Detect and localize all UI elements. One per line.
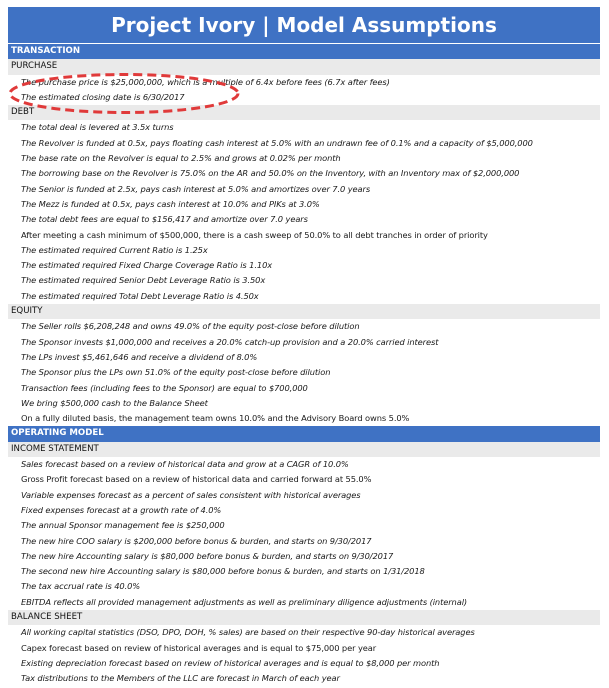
- assumption-row: Gross Profit forecast based on a review of historical data and carried forward at 55.0%: [21, 474, 372, 485]
- subsection-header: BALANCE SHEET: [8, 610, 600, 625]
- subsection-header: PURCHASE: [8, 59, 600, 74]
- assumption-row: The tax accrual rate is 40.0%: [21, 581, 141, 592]
- assumption-row: Existing depreciation forecast based on review of historical averages and is equal to $8,000 per month: [21, 657, 440, 668]
- subsection-header: DEBT: [8, 105, 600, 120]
- assumption-row: Transaction fees (including fees to the Sponsor) are equal to $700,000: [21, 382, 308, 393]
- assumption-row: The annual Sponsor management fee is $250,000: [21, 520, 225, 531]
- page-title: Project Ivory | Model Assumptions: [8, 7, 600, 43]
- assumption-row: The estimated required Total Debt Leverage Ratio is 4.50x: [21, 290, 259, 301]
- assumption-row: The new hire Accounting salary is $80,000 before bonus & burden, and starts on 9/30/2017: [21, 550, 394, 561]
- assumption-row: EBITDA reflects all provided management adjustments as well as preliminary diligence adjustments (internal): [21, 596, 468, 607]
- assumptions-table: [8, 44, 600, 686]
- assumption-row: The Sponsor plus the LPs own 51.0% of the equity post-close before dilution: [21, 367, 331, 378]
- assumption-row: After meeting a cash minimum of $500,000, there is a cash sweep of 50.0% to all debt tranches in order of priority: [21, 229, 488, 240]
- assumption-row: The Revolver is funded at 0.5x, pays floating cash interest at 5.0% with an undrawn fee of 0.1% and a capacity of $5,000,000: [21, 137, 533, 148]
- section-header: TRANSACTION: [8, 44, 600, 59]
- assumption-row: The LPs invest $5,461,646 and receive a dividend of 8.0%: [21, 351, 258, 362]
- assumption-row: The borrowing base on the Revolver is 75.0% on the AR and 50.0% on the Inventory, with an Inventory max of $2,000,000: [21, 168, 520, 179]
- assumption-row: The estimated required Fixed Charge Coverage Ratio is 1.10x: [21, 260, 273, 271]
- assumption-row: The Seller rolls $6,208,248 and owns 49.0% of the equity post-close before dilution: [21, 321, 360, 332]
- assumption-row: The new hire COO salary is $200,000 before bonus & burden, and starts on 9/30/2017: [21, 535, 372, 546]
- subsection-header: INCOME STATEMENT: [8, 442, 600, 457]
- assumption-row: Fixed expenses forecast at a growth rate of 4.0%: [21, 504, 222, 515]
- assumption-row: The total deal is levered at 3.5x turns: [21, 122, 174, 133]
- assumption-row: The Senior is funded at 2.5x, pays cash interest at 5.0% and amortizes over 7.0 years: [21, 183, 371, 194]
- section-header: OPERATING MODEL: [8, 426, 600, 441]
- assumption-row: On a fully diluted basis, the management team owns 10.0% and the Advisory Board owns 5.0%: [21, 413, 410, 424]
- assumption-row: The estimated closing date is 6/30/2017: [21, 91, 185, 102]
- assumption-row: The estimated required Senior Debt Leverage Ratio is 3.50x: [21, 275, 266, 286]
- assumption-row: The Mezz is funded at 0.5x, pays cash interest at 10.0% and PIKs at 3.0%: [21, 198, 320, 209]
- assumption-row: The base rate on the Revolver is equal to 2.5% and grows at 0.02% per month: [21, 153, 341, 164]
- assumption-row: We bring $500,000 cash to the Balance Sheet: [21, 397, 208, 408]
- assumption-row: All working capital statistics (DSO, DPO, DOH, % sales) are based on their respective 90-day historical averages: [21, 627, 475, 638]
- assumption-row: The purchase price is $25,000,000, which is a multiple of 6.4x before fees (6.7x after fees): [21, 76, 390, 87]
- assumption-row: Capex forecast based on review of historical averages and is equal to $75,000 per year: [21, 642, 377, 653]
- assumption-row: The second new hire Accounting salary is $80,000 before bonus & burden, and starts on 1/31/2018: [21, 566, 425, 577]
- assumption-row: The total debt fees are equal to $156,417 and amortize over 7.0 years: [21, 214, 308, 225]
- subsection-header: EQUITY: [8, 304, 600, 319]
- assumption-row: Tax distributions to the Members of the LLC are forecast in March of each year: [21, 673, 340, 684]
- assumption-row: The Sponsor invests $1,000,000 and receives a 20.0% catch-up provision and a 20.0% carried interest: [21, 336, 439, 347]
- assumption-row: Sales forecast based on a review of historical data and grow at a CAGR of 10.0%: [21, 459, 349, 470]
- assumption-row: The estimated required Current Ratio is 1.25x: [21, 244, 208, 255]
- assumption-row: Variable expenses forecast as a percent of sales consistent with historical averages: [21, 489, 361, 500]
